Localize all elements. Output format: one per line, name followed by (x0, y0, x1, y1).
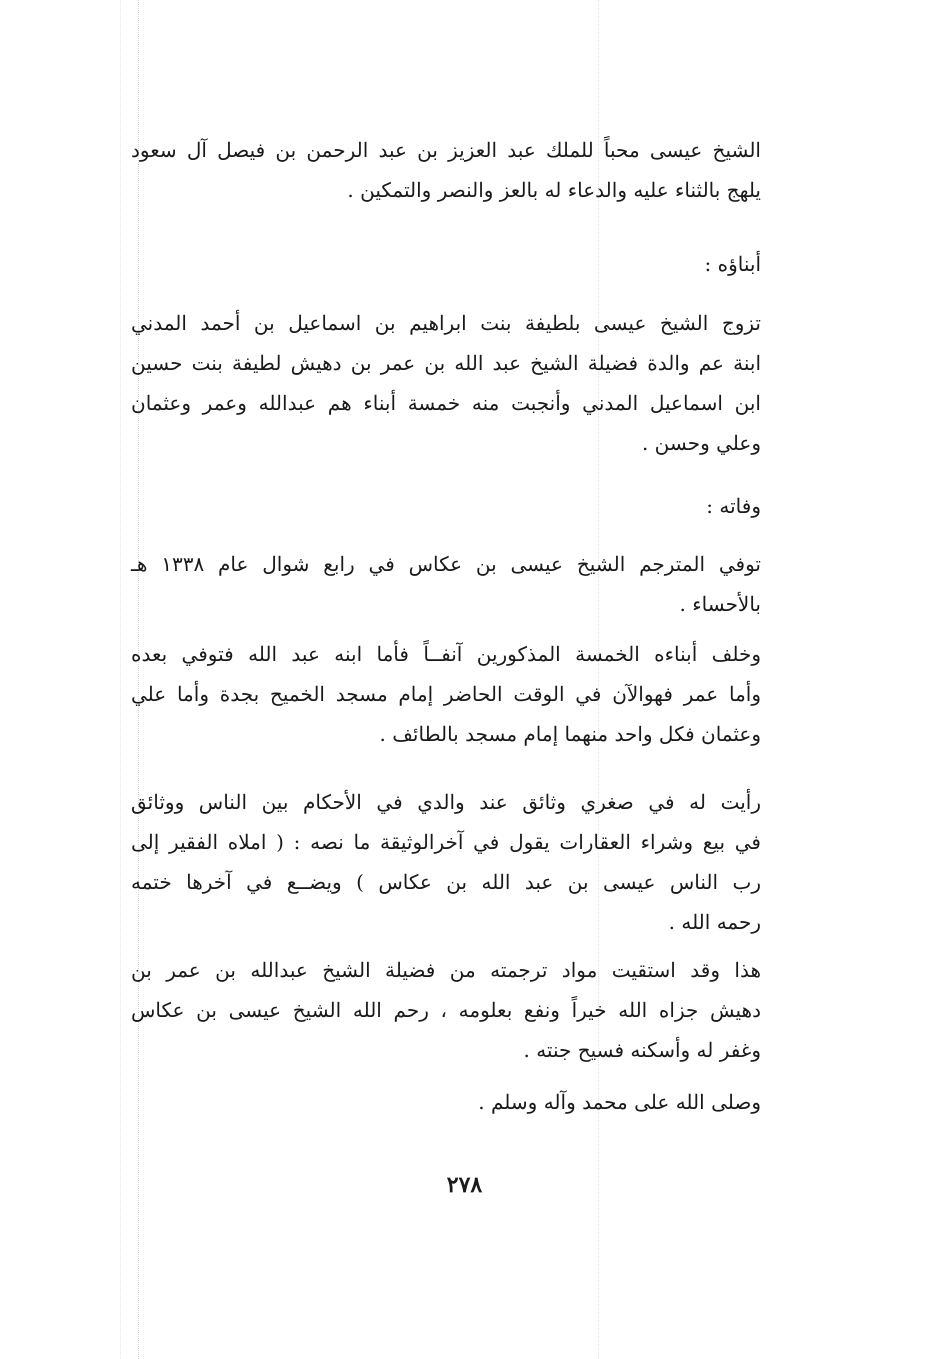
death-heading: وفاته : (706, 494, 761, 518)
text-line: وأما عمر فهوالآن في الوقت الحاضر إمام مسجد الخميح بجدة وأما علي (131, 682, 761, 706)
text-line: وغفر له وأسكنه فسيح جنته . (523, 1038, 761, 1062)
text-line: وعلي وحسن . (641, 431, 761, 455)
text-line: توفي المترجم الشيخ عيسى بن عكاس في رابع شوال عام ١٣٣٨ هـ (131, 552, 761, 576)
text-line: تزوج الشيخ عيسى بلطيفة بنت ابراهيم بن اسماعيل بن أحمد المدني (131, 311, 761, 335)
text-line: في بيع وشراء العقارات يقول في آخرالوثيقة ما نصه : ( املاه الفقير إلى (131, 830, 761, 854)
text-line: هذا وقد استقيت مواد ترجمته من فضيلة الشيخ عبدالله بن عمر بن (131, 958, 761, 982)
text-line: رحمه الله . (668, 910, 761, 934)
text-line: رب الناس عيسى بن عبد الله بن عكاس ) ويضــع في آخرها ختمه (131, 870, 761, 894)
text-line: ابن اسماعيل المدني وأنجبت منه خمسة أبناء هم عبدالله وعمر وعثمان (131, 391, 761, 415)
text-line: وخلف أبناءه الخمسة المذكورين آنفــاً فأما ابنه عبد الله فتوفي بعده (131, 642, 761, 666)
scan-artifact-line (120, 0, 121, 1359)
text-line: بالأحساء . (679, 592, 761, 616)
text-line: دهيش جزاه الله خيراً ونفع بعلومه ، رحم الله الشيخ عيسى بن عكاس (131, 998, 761, 1022)
documents-paragraph (131, 782, 761, 942)
text-line: يلهج بالثناء عليه والدعاء له بالعز والنصر والتمكين . (347, 178, 761, 202)
sons-heading: أبناؤه : (704, 252, 761, 276)
text-line: رأيت له في صغري وثائق عند والدي في الأحكام بين الناس ووثائق (131, 790, 761, 814)
page-number: ٢٧٨ (446, 1172, 483, 1198)
intro-paragraph (131, 130, 761, 210)
sources-paragraph (131, 950, 761, 1070)
text-line: ابنة عم والدة فضيلة الشيخ عبد الله بن عمر بن دهيش لطيفة بنت حسين (131, 351, 761, 375)
closing-line: وصلى الله على محمد وآله وسلم . (478, 1090, 761, 1114)
text-line: وعثمان فكل واحد منهما إمام مسجد بالطائف . (379, 722, 761, 746)
text-line: الشيخ عيسى محباً للملك عبد العزيز بن عبد الرحمن بن فيصل آل سعود (131, 138, 761, 162)
death-paragraph (131, 544, 761, 624)
sons-paragraph (131, 303, 761, 463)
sons-fate-paragraph (131, 634, 761, 754)
